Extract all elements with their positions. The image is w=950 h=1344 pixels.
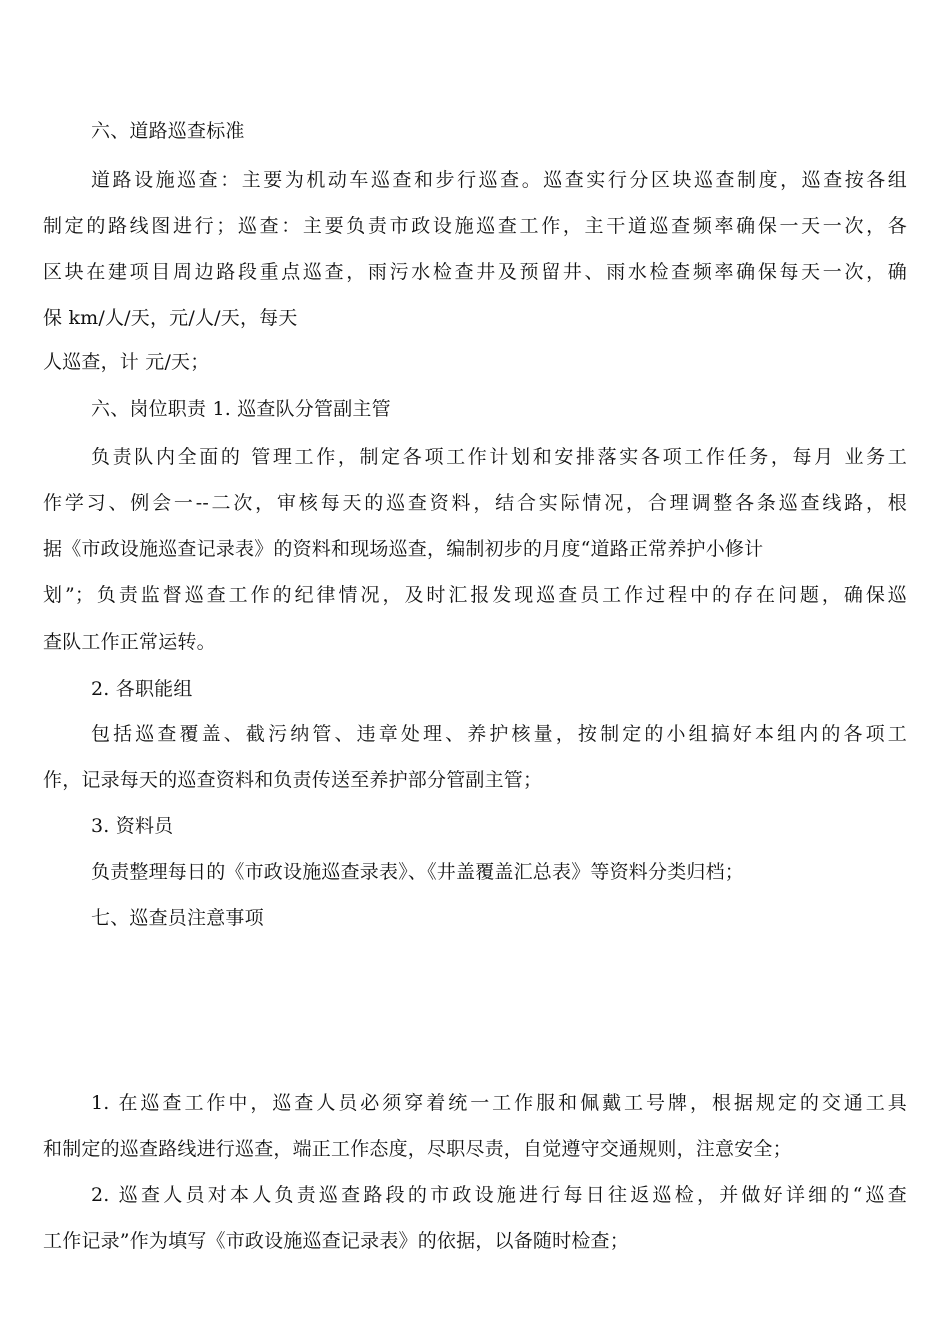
paragraph-line: 划”；负责监督巡查工作的纪律情况，及时汇报发现巡查员工作过程中的存在问题，确保巡 <box>43 584 907 606</box>
paragraph-line: 工作记录”作为填写《市政设施巡查记录表》的依据，以备随时检查； <box>43 1230 629 1252</box>
paragraph-line: 道路设施巡查：主要为机动车巡查和步行巡查。巡查实行分区块巡查制度，巡查按各组 <box>91 169 907 191</box>
paragraph-line: 查队工作正常运转。 <box>43 631 216 653</box>
heading-functional-groups: 2. 各职能组 <box>91 678 193 700</box>
paragraph-line: 区块在建项目周边路段重点巡查，雨污水检查井及预留井、雨水检查频率确保每天一次，确 <box>43 261 907 283</box>
paragraph-line: 据《市政设施巡查记录表》的资料和现场巡查，编制初步的月度“道路正常养护小修计 <box>43 538 764 560</box>
paragraph-line: 保 km/人/天，元/人/天，每天 <box>43 307 298 329</box>
paragraph-line: 负责队内全面的 管理工作，制定各项工作计划和安排落实各项工作任务，每月 业务工 <box>91 446 907 468</box>
paragraph-line: 作，记录每天的巡查资料和负责传送至养护部分管副主管； <box>43 769 543 791</box>
paragraph-line: 制定的路线图进行；巡查：主要负责市政设施巡查工作，主干道巡查频率确保一天一次，各 <box>43 215 907 237</box>
heading-road-inspection-standard: 六、道路巡查标准 <box>91 120 245 142</box>
paragraph-line: 和制定的巡查路线进行巡查，端正工作态度，尽职尽责，自觉遵守交通规则，注意安全； <box>43 1138 792 1160</box>
paragraph-line: 包括巡查覆盖、截污纳管、违章处理、养护核量，按制定的小组搞好本组内的各项工 <box>91 723 907 745</box>
paragraph-line: 1. 在巡查工作中，巡查人员必须穿着统一工作服和佩戴工号牌，根据规定的交通工具 <box>91 1092 907 1114</box>
heading-inspector-notes: 七、巡查员注意事项 <box>91 907 264 929</box>
paragraph-line: 2. 巡查人员对本人负责巡查路段的市政设施进行每日往返巡检，并做好详细的“巡查 <box>91 1184 907 1206</box>
heading-data-clerk: 3. 资料员 <box>91 815 174 837</box>
paragraph-line: 负责整理每日的《市政设施巡查录表》、《井盖覆盖汇总表》等资料分类归档； <box>91 861 745 883</box>
paragraph-line: 人巡查，计 元/天； <box>43 351 210 373</box>
paragraph-line: 作学习、例会一--二次，审核每天的巡查资料，结合实际情况，合理调整各条巡查线路，根 <box>43 492 907 514</box>
heading-job-duties: 六、岗位职责 1. 巡查队分管副主管 <box>91 398 391 420</box>
